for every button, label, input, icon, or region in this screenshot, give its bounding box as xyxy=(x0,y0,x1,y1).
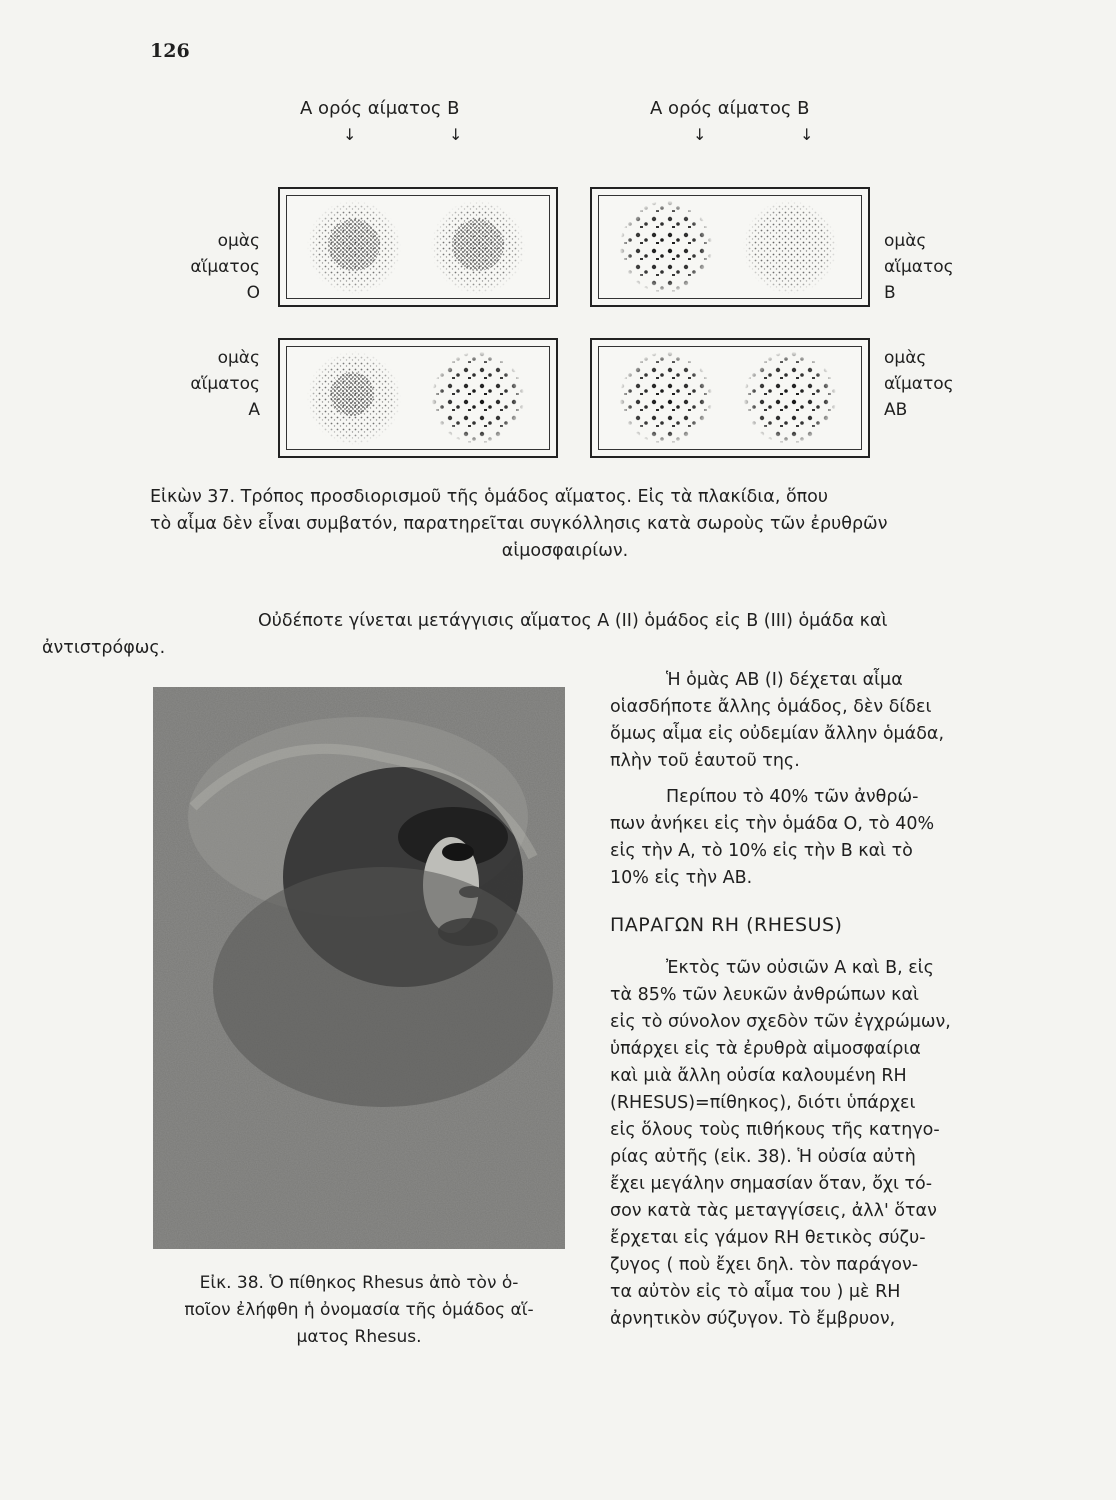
drop-agglutination xyxy=(618,199,714,295)
row-label-group-o: ομὰς αἵματος O xyxy=(190,231,260,303)
slide-group-o xyxy=(278,187,558,307)
figure-37-caption: Εἰκὼν 37. Τρόπος προσδιορισμοῦ τῆς ὁμάδος αἵματος. Εἰς τὰ πλακίδια, ὅπου τὸ αἷμα δὲν εἶναι συμβατόν, παρατηρεῖται συγκόλλησις κατὰ σωροὺς τῶν ἐρυθρῶν αἱμοσφαιρίων. xyxy=(150,487,888,561)
drop-agglutination xyxy=(742,350,838,446)
arrow-down-icon: ↓ xyxy=(693,125,707,144)
slide-group-b xyxy=(590,187,870,307)
slide-group-a xyxy=(278,338,558,458)
row-label-group-b: ομὰς αἵματος B xyxy=(884,231,954,303)
figure-38-caption: Εἰκ. 38. Ὁ πίθηκος Rhesus ἀπὸ τὸν ὁ- ποῖον ἐλήφθη ἡ ὀνομασία τῆς ὁμάδος αἵ- ματος Rhesus. xyxy=(184,1273,534,1347)
drop-no-agglutination xyxy=(742,199,838,295)
intro-paragraph: Οὐδέποτε γίνεται μετάγγισις αἵματος A (II) ὁμάδος εἰς B (III) ὁμάδα καὶ ἀντιστρόφως. xyxy=(42,611,888,658)
drop-no-agglutination xyxy=(430,199,526,295)
serum-header-right: A ορός αίματος B xyxy=(650,98,810,119)
arrow-down-icon: ↓ xyxy=(800,125,814,144)
row-label-group-a: ομὰς αἵματος A xyxy=(190,348,260,420)
arrow-down-icon: ↓ xyxy=(449,125,463,144)
paragraph-rh-factor: Ἐκτὸς τῶν οὐσιῶν A καὶ B, εἰς τὰ 85% τῶν λευκῶν ἀνθρώπων καὶ εἰς τὸ σύνολον σχεδὸν τῶν ἐγχρώμων, ὑπάρχει εἰς τὰ ἐρυθρὰ αἱμοσφαίρια καὶ μιὰ ἄλλη οὐσία καλουμένη RH (RHESUS)=πίθηκος), διότι ὑπάρχει εἰς ὅλους τοὺς πιθήκους τῆς κατηγο- ρίας αὐτῆς (εἰκ. 38). Ἡ οὐσία αὐτὴ ἔχει μεγάλην σημασίαν ὅταν, ὄχι τό- σον κατὰ τὰς μεταγγίσεις, ἀλλ' ὅταν ἔρχεται εἰς γάμον RH θετικὸς σύζυ- ζυγος ( ποὺ ἔχει δηλ. τὸν παράγον- τα αὐτὸν εἰς τὸ αἷμα του ) μὲ RH ἀρνητικὸν σύζυγον. Τὸ ἔμβρυον, xyxy=(610,958,951,1329)
rhesus-monkey-photo xyxy=(153,687,565,1249)
slide-group-ab xyxy=(590,338,870,458)
paragraph-percentages: Περίπου τὸ 40% τῶν ἀνθρώ- πων ἀνήκει εἰς τὴν ὁμάδα O, τὸ 40% εἰς τὴν A, τὸ 10% εἰς τὴν B καὶ τὸ 10% εἰς τὴν AB. xyxy=(610,787,935,888)
monkey-image xyxy=(153,687,565,1249)
drop-no-agglutination xyxy=(306,199,402,295)
drop-no-agglutination xyxy=(306,350,402,446)
drop-agglutination xyxy=(430,350,526,446)
drop-agglutination xyxy=(618,350,714,446)
row-label-group-ab: ομὰς αἵματος AB xyxy=(884,348,954,420)
arrow-down-icon: ↓ xyxy=(343,125,357,144)
serum-header-left: A ορός αίματος B xyxy=(300,98,460,119)
paragraph-ab-group: Ἡ ὁμὰς AB (I) δέχεται αἷμα οἱασδήποτε ἄλλης ὁμάδος, δὲν δίδει ὅμως αἷμα εἰς οὐδεμίαν ἄλλην ὁμάδα, πλὴν τοῦ ἑαυτοῦ της. xyxy=(610,670,945,771)
section-heading-rh: ΠΑΡΑΓΩΝ RH (RHESUS) xyxy=(610,914,843,936)
page-number: 126 xyxy=(150,40,190,62)
